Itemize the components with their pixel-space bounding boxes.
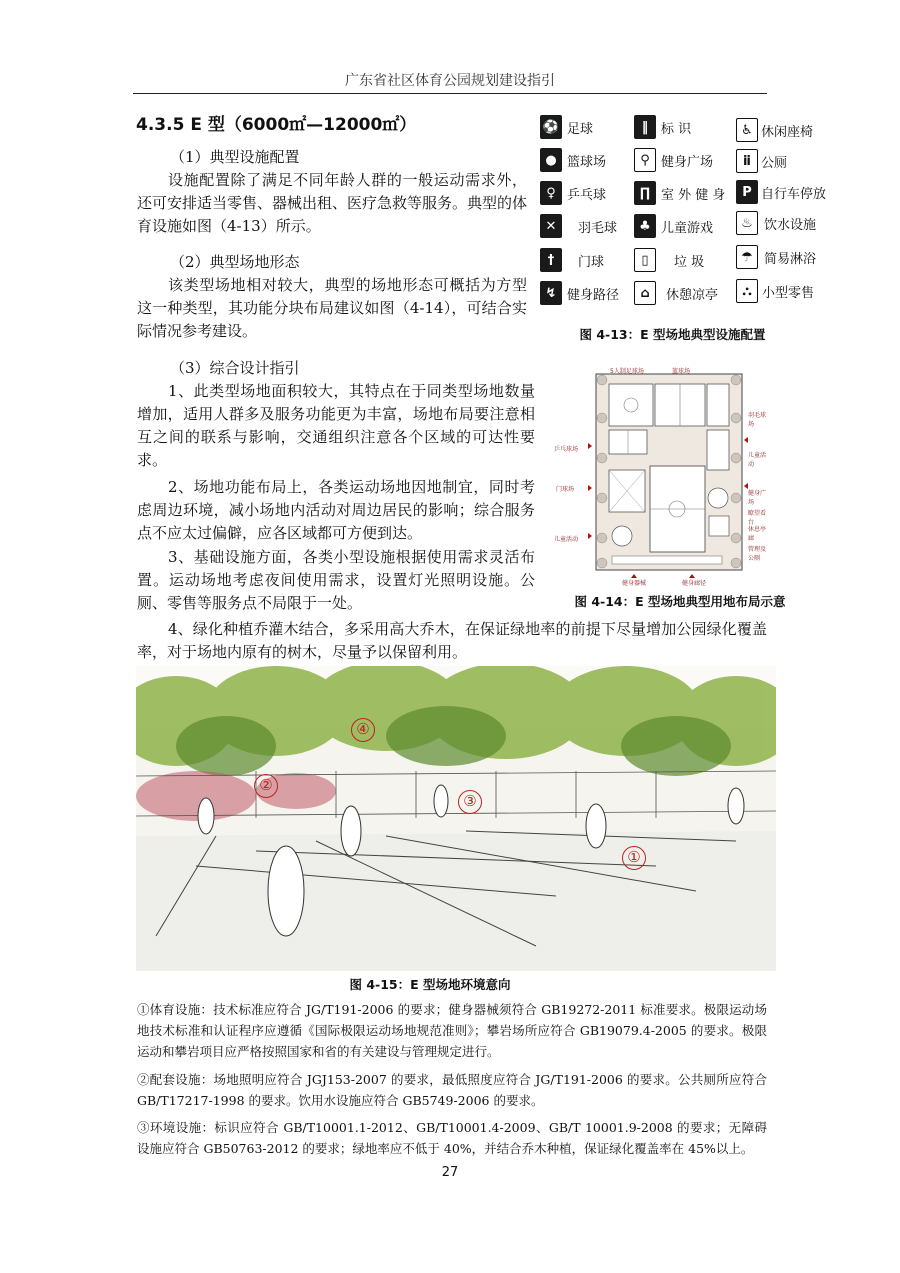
header-rule (133, 93, 767, 94)
plan-label: 门球场 (556, 486, 575, 493)
pavilion-icon: ⌂ (634, 281, 656, 305)
figure-4-13-caption: 图 4-13：E 型场地典型设施配置 (579, 327, 766, 342)
outdoor-fitness-icon: ∏ (634, 181, 656, 205)
guide-p1: 1、此类型场地面积较大，其特点在于同类型场地数量增加，适用人群多及服务功能更为丰富，场地布局要注意相互之间的联系与影响，交通组织注意各个区域的可达性要求。 (137, 382, 535, 469)
bike-parking-icon: P (736, 180, 758, 204)
guide-p3: 3、基础设施方面，各类小型设施根据使用需求灵活布置。运动场地考虑夜间使用需求，设置灯光照明设施。公厕、零售等服务点不局限于一处。 (137, 548, 535, 612)
facility-item: ☂ 简易淋浴 (736, 243, 816, 271)
page-number: 27 (441, 1165, 459, 1180)
marker-3: ③ (458, 790, 482, 814)
facility-item: ⌂ 休憩凉亭 (634, 279, 718, 307)
plan-label: 管理及公厕 (748, 546, 767, 562)
facility-item: † 门球 (540, 246, 604, 274)
signage-icon: ‖ (634, 115, 656, 139)
plan-label: 休息亭廊 (748, 526, 767, 542)
plan-label: 儿童活动 (554, 536, 579, 543)
bench-icon: ♿ (736, 118, 758, 142)
section-title: 4.3.5 E 型（6000㎡—12000㎡） (136, 115, 417, 135)
facility-item: ⅱ 公厕 (736, 147, 787, 175)
facility-item: ♿ 休闲座椅 (736, 116, 813, 144)
gateball-icon: † (540, 248, 562, 272)
figure-4-15-caption: 图 4-15：E 型场地环境意向 (349, 977, 511, 992)
retail-icon: ⛬ (736, 279, 758, 303)
plan-label: 健身廊径 (682, 580, 707, 587)
facility-item: ⚽ 足球 (540, 113, 593, 141)
facility-item: ♣ 儿童游戏 (634, 212, 713, 240)
marker-2: ② (254, 774, 278, 798)
plan-label: 篮球场 (672, 368, 691, 375)
table-tennis-icon: ♀ (540, 181, 562, 205)
config-heading: （1）典型设施配置 (170, 148, 300, 166)
plan-label: 瞭望看台 (748, 510, 767, 526)
fitness-plaza-icon: ⚲ (634, 148, 656, 172)
plan-label: 乒乓球场 (554, 446, 579, 453)
plan-label: 健身器械 (622, 580, 647, 587)
trash-icon: ▯ (634, 248, 656, 272)
toilet-icon: ⅱ (736, 149, 758, 173)
facility-item: ∏ 室 外 健 身 (634, 179, 725, 207)
note-environment-facilities: ③环境设施：标识应符合 GB/T10001.1-2012、GB/T10001.4-2009、GB/T 10001.9-2008 的要求；无障碍设施应符合 GB50763-2012 的要求；绿地率应不低于 40%，并结合乔木种植，保证绿化覆盖率在 45%以上。 (137, 1120, 767, 1156)
facility-item: ⚲ 健身广场 (634, 146, 713, 174)
note-sports-facilities: ①体育设施：技术标准应符合 JG/T191-2006 的要求；健身器械须符合 GB19272-2011 标准要求。极限运动场地技术标准和认证程序应遵循《国际极限运动场地规范准则》；攀岩场所应符合 GB19079.4-2005 的要求。极限运动和攀岩项目应严格按照国家和省的有关建设与管理规定进行。 (137, 1002, 767, 1059)
soccer-icon: ⚽ (540, 115, 562, 139)
form-heading: （2）典型场地形态 (170, 253, 300, 271)
plan-label: 羽毛球场 (748, 412, 767, 428)
facility-item: P 自行车停放 (736, 178, 826, 206)
facility-item: ▯ 垃 圾 (634, 246, 704, 274)
running-header: 广东省社区体育公园规划建设指引 (345, 73, 555, 89)
figure-4-14-caption: 图 4-14：E 型场地典型用地布局示意 (574, 594, 786, 609)
facility-item: ♀ 乒乓球 (540, 179, 606, 207)
children-play-icon: ♣ (634, 214, 656, 238)
facility-item: ‖ 标 识 (634, 113, 691, 141)
facility-item: ● 篮球场 (540, 146, 606, 174)
fitness-trail-icon: ↯ (540, 281, 562, 305)
badminton-icon: ✕ (540, 214, 562, 238)
facility-item: ↯ 健身路径 (540, 279, 619, 307)
marker-4: ④ (351, 718, 375, 742)
form-text: 该类型场地相对较大，典型的场地形态可概括为方型这一种类型，其功能分块布局建议如图（4-14），可结合实际情况参考建设。 (137, 276, 527, 340)
site-plan-diagram (552, 358, 767, 588)
facility-icon-grid (540, 113, 827, 313)
shower-icon: ☂ (736, 245, 758, 269)
plan-label: 儿童活动 (748, 452, 767, 468)
facility-item: ⛬ 小型零售 (736, 277, 814, 305)
environment-sketch (136, 666, 776, 971)
guide-p2: 2、场地功能布局上，各类运动场地因地制宜，同时考虑周边环境，减小场地内活动对周边居民的影响；综合服务点不应太过偏僻，应各区域都可方便到达。 (137, 478, 535, 542)
note-supporting-facilities: ②配套设施：场地照明应符合 JGJ153-2007 的要求，最低照度应符合 JG/T191-2006 的要求。公共厕所应符合 GB/T17217-1998 的要求。饮用水设施应符合 GB5749-2006 的要求。 (137, 1072, 767, 1108)
marker-1: ① (622, 846, 646, 870)
facility-item: ✕ 羽毛球 (540, 212, 617, 240)
guide-heading: （3）综合设计指引 (170, 359, 300, 377)
plan-label: 5人制足球场 (610, 368, 644, 375)
plan-label: 健身广场 (748, 490, 767, 506)
guide-p4: 4、绿化种植乔灌木结合，多采用高大乔木，在保证绿地率的前提下尽量增加公园绿化覆盖率，对于场地内原有的树木，尽量予以保留利用。 (137, 620, 767, 661)
drinking-water-icon: ♨ (736, 211, 758, 235)
basketball-icon: ● (540, 148, 562, 172)
facility-item: ♨ 饮水设施 (736, 209, 816, 237)
config-text: 设施配置除了满足不同年龄人群的一般运动需求外，还可安排适当零售、器械出租、医疗急救等服务。典型的体育设施如图（4-13）所示。 (137, 171, 528, 235)
